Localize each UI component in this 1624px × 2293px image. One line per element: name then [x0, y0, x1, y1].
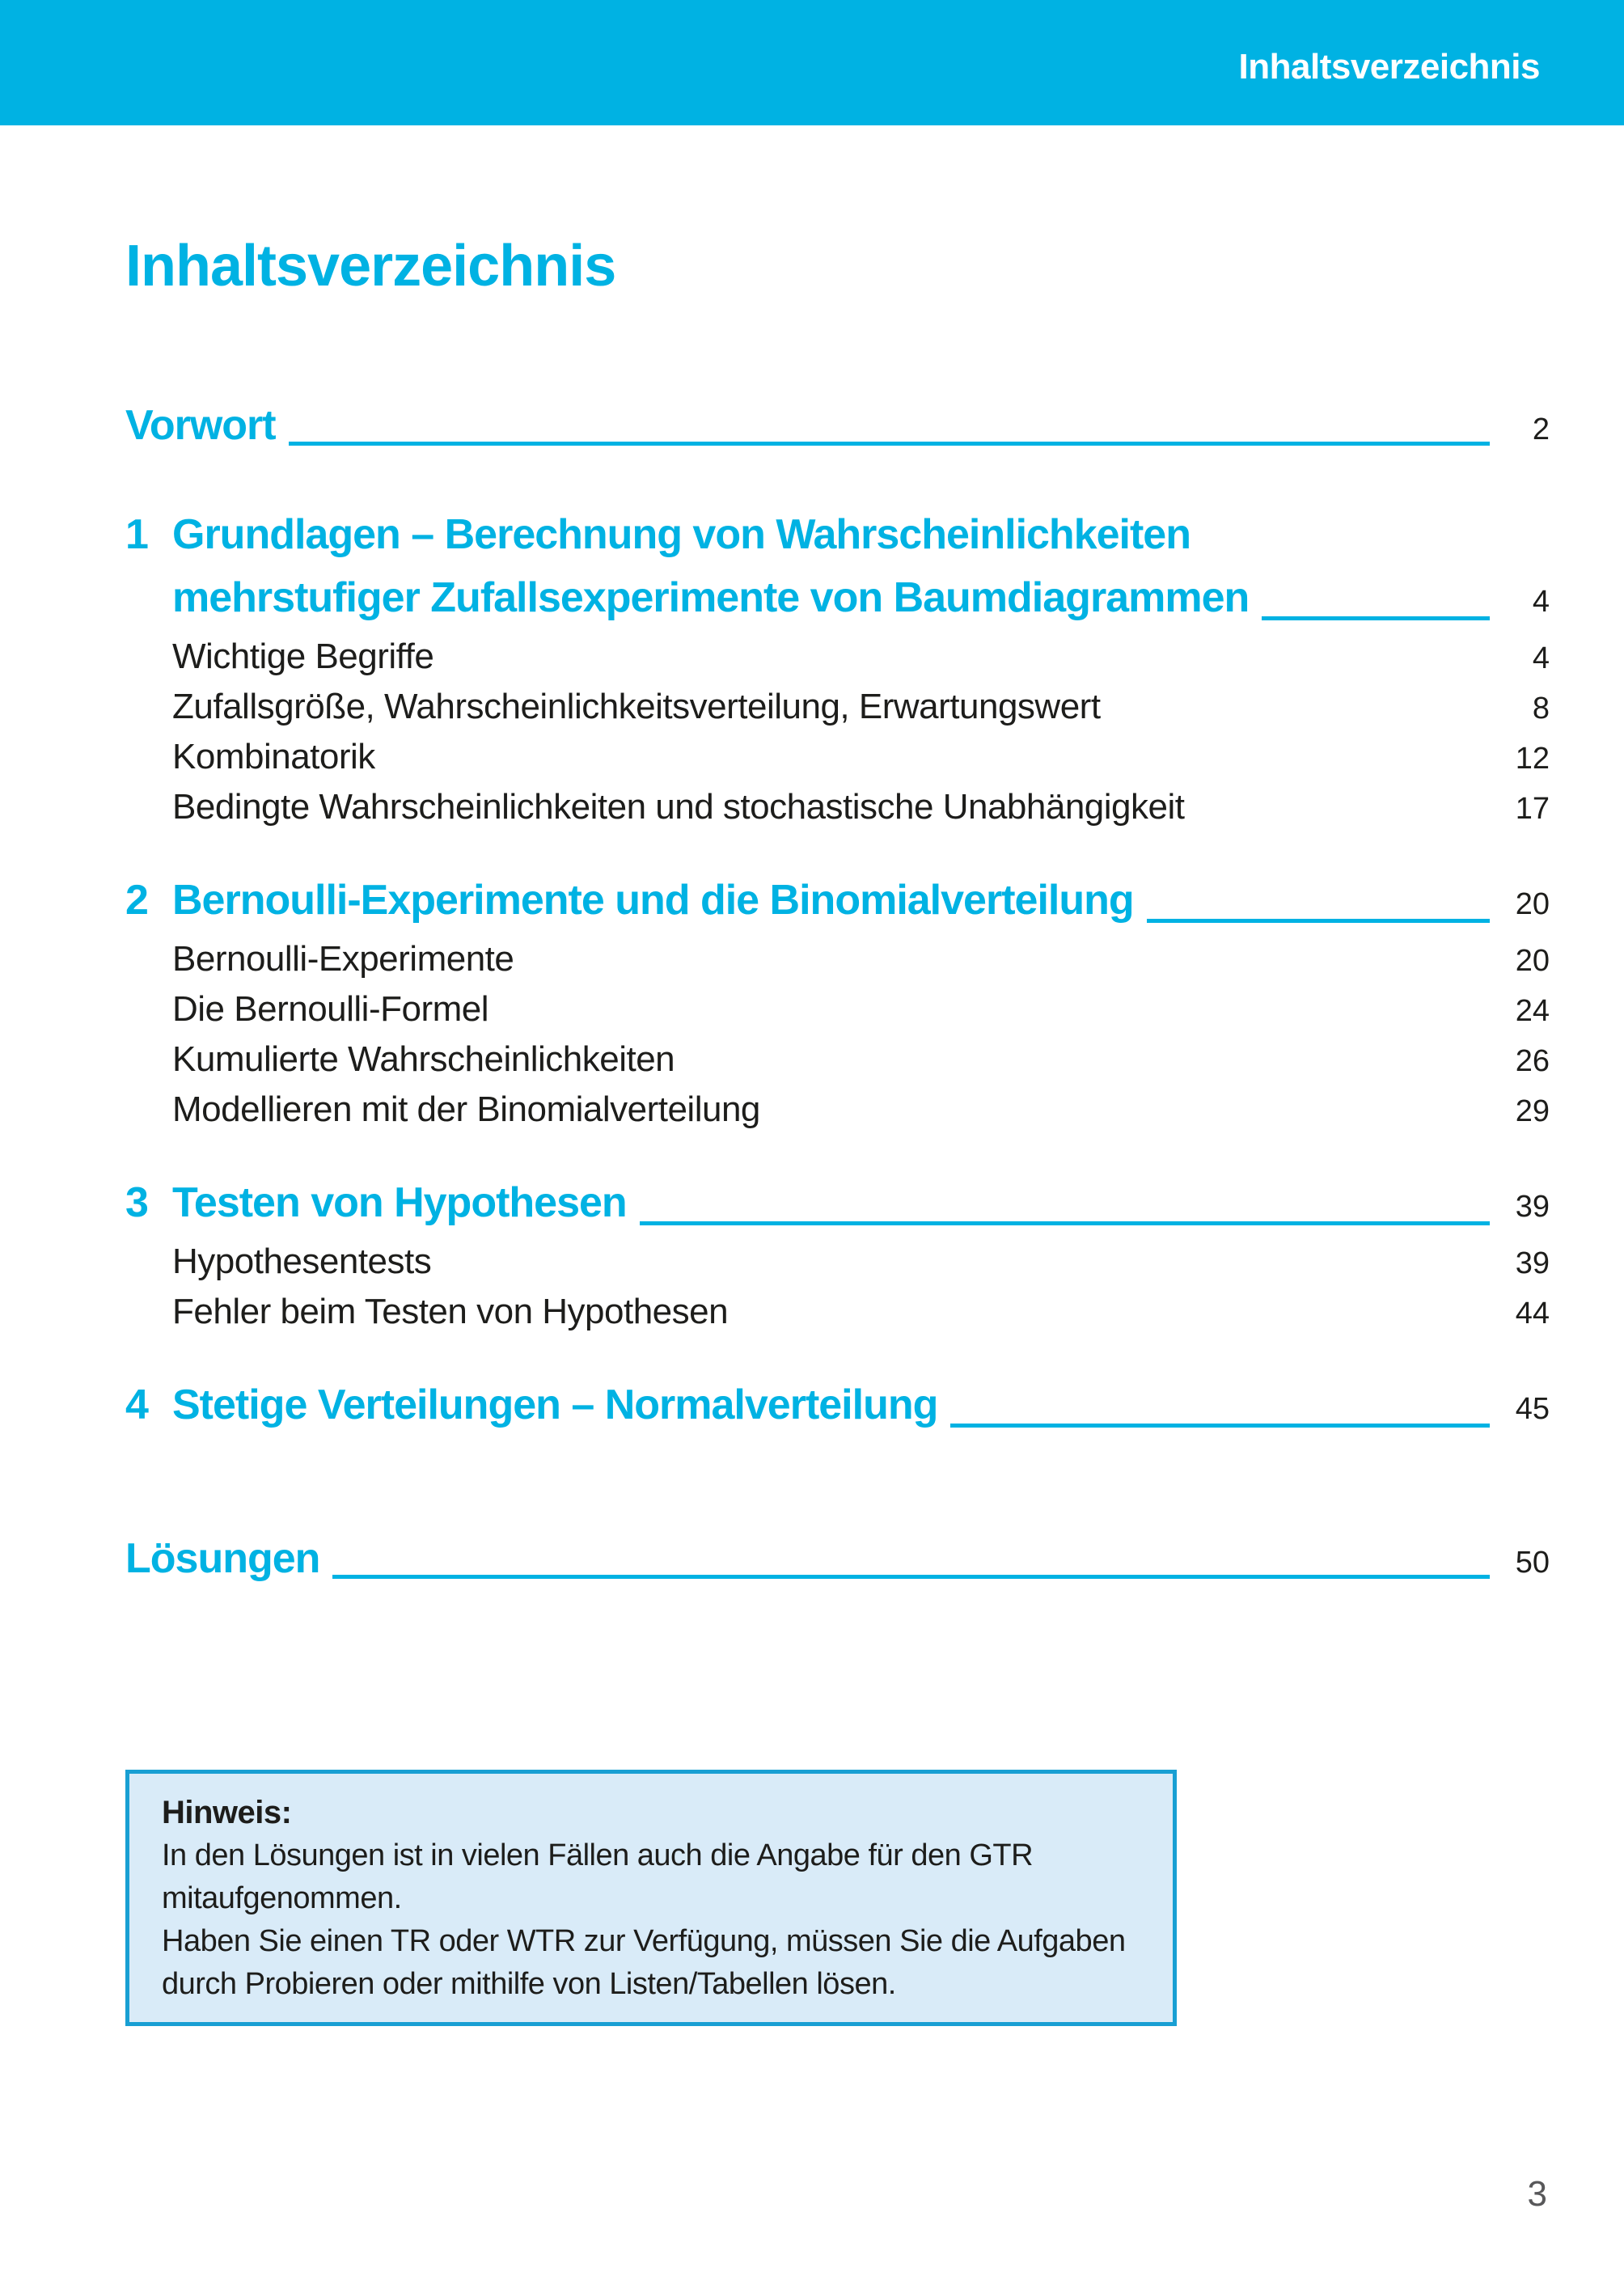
chapter-page: 4	[1532, 585, 1550, 619]
toc-subentry	[172, 632, 1550, 683]
chapter-title-line2: mehrstufiger Zufallsexperimente von Baumdiagrammen	[172, 574, 1250, 621]
leader-line	[1262, 616, 1490, 620]
subentry-label: Modellieren mit der Binomialverteilung	[172, 1089, 760, 1129]
toc-subentry	[172, 1237, 1550, 1288]
leader-line	[640, 1221, 1490, 1225]
chapter-number: 3	[125, 1179, 148, 1226]
chapter-number: 4	[125, 1381, 148, 1428]
toc-chapter-2	[125, 869, 1550, 1136]
subentry-label: Bernoulli-Experimente	[172, 939, 514, 979]
chapter-body	[172, 1373, 1550, 1436]
toc-subentry	[172, 985, 1550, 1035]
note-line: mitaufgenommen.	[162, 1881, 402, 1915]
table-of-contents	[125, 400, 1550, 1588]
note-line: Haben Sie einen TR oder WTR zur Verfügung, müssen Sie die Aufgaben	[162, 1924, 1126, 1958]
subentry-page: 39	[1515, 1246, 1550, 1280]
subentry-label: Wichtige Begriffe	[172, 637, 434, 676]
chapter-3-subentries	[172, 1237, 1550, 1338]
subentry-label: Die Bernoulli-Formel	[172, 989, 489, 1029]
toc-subentry	[172, 1288, 1550, 1338]
subentry-label: Kumulierte Wahrscheinlichkeiten	[172, 1039, 675, 1079]
chapter-title-row	[172, 1171, 1550, 1234]
chapter-title: Testen von Hypothesen	[172, 1179, 627, 1226]
chapter-body	[172, 503, 1550, 833]
toc-entry-label: Vorwort	[125, 402, 276, 449]
toc-subentry	[172, 1035, 1550, 1085]
note-line: durch Probieren oder mithilfe von Listen/Tabellen lösen.	[162, 1967, 896, 2001]
toc-chapter-1	[125, 503, 1550, 833]
subentry-page: 26	[1515, 1044, 1550, 1078]
chapter-body	[172, 1171, 1550, 1338]
page-title: Inhaltsverzeichnis	[125, 234, 616, 298]
subentry-page: 44	[1515, 1297, 1550, 1331]
note-title: Hinweis:	[162, 1795, 292, 1830]
chapter-title-row	[172, 566, 1550, 629]
toc-subentry	[172, 783, 1550, 833]
subentry-page: 20	[1515, 944, 1550, 978]
note-line: In den Lösungen ist in vielen Fällen auch die Angabe für den GTR	[162, 1838, 1034, 1872]
toc-entry-loesungen	[125, 1534, 1550, 1588]
chapter-page: 39	[1515, 1190, 1550, 1224]
chapter-title: Bernoulli-Experimente und die Binomialverteilung	[172, 877, 1134, 924]
toc-chapter-4	[125, 1373, 1550, 1436]
chapter-2-subentries	[172, 935, 1550, 1136]
toc-subentry	[172, 683, 1550, 733]
chapter-title: Stetige Verteilungen – Normalverteilung	[172, 1381, 938, 1428]
subentry-label: Kombinatorik	[172, 737, 375, 776]
subentry-page: 29	[1515, 1094, 1550, 1128]
page-content	[0, 234, 1624, 2026]
toc-subentry	[172, 1085, 1550, 1136]
leader-line	[289, 442, 1490, 446]
subentry-page: 4	[1532, 641, 1550, 675]
toc-subentry	[172, 733, 1550, 783]
toc-entry-page: 50	[1515, 1546, 1550, 1580]
chapter-title-row	[172, 869, 1550, 932]
chapter-page: 20	[1515, 887, 1550, 921]
subentry-label: Fehler beim Testen von Hypothesen	[172, 1292, 729, 1331]
footer-page-number: 3	[1527, 2174, 1547, 2214]
toc-chapter-3	[125, 1171, 1550, 1338]
chapter-title-line1: Grundlagen – Berechnung von Wahrscheinlichkeiten	[172, 511, 1191, 558]
toc-entry-vorwort	[125, 400, 1550, 455]
header-bar	[0, 0, 1624, 125]
chapter-page: 45	[1515, 1392, 1550, 1426]
subentry-page: 24	[1515, 994, 1550, 1028]
toc-entry-label: Lösungen	[125, 1535, 320, 1582]
subentry-page: 12	[1515, 742, 1550, 776]
chapter-body	[172, 869, 1550, 1136]
note-box	[125, 1770, 1177, 2026]
chapter-number: 2	[125, 877, 148, 924]
subentry-page: 8	[1532, 692, 1550, 726]
chapter-title-row	[172, 1373, 1550, 1436]
subentry-label: Hypothesentests	[172, 1242, 432, 1281]
chapter-1-subentries	[172, 632, 1550, 833]
header-title: Inhaltsverzeichnis	[1238, 46, 1540, 87]
toc-subentry	[172, 935, 1550, 985]
subentry-page: 17	[1515, 792, 1550, 826]
subentry-label: Zufallsgröße, Wahrscheinlichkeitsverteilung, Erwartungswert	[172, 687, 1101, 726]
toc-entry-page: 2	[1532, 412, 1550, 446]
subentry-label: Bedingte Wahrscheinlichkeiten und stochastische Unabhängigkeit	[172, 787, 1185, 827]
leader-line	[950, 1424, 1490, 1428]
leader-line	[332, 1575, 1490, 1579]
leader-line	[1147, 919, 1490, 923]
chapter-number: 1	[125, 511, 148, 558]
